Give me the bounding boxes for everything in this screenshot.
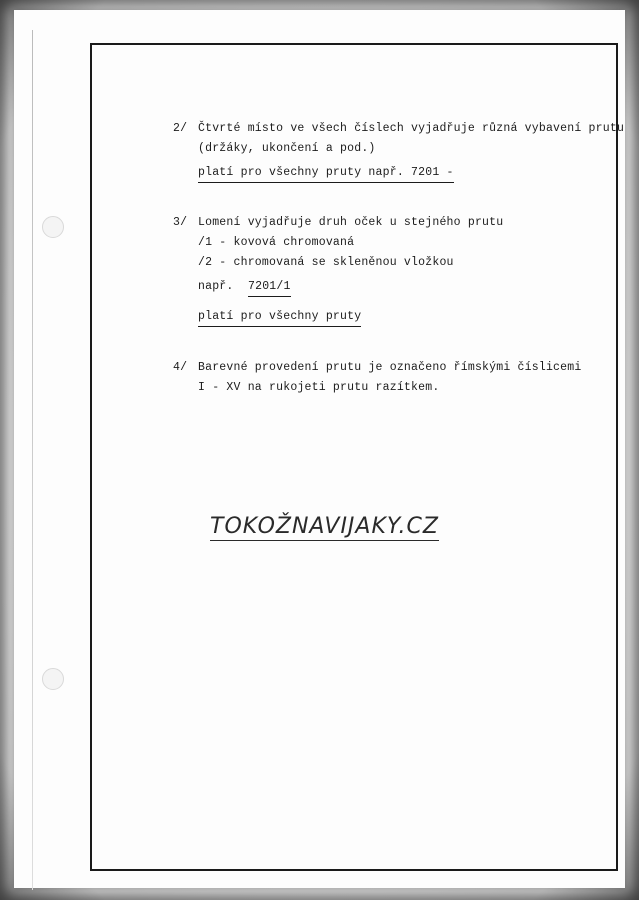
section3-number: 3/ <box>173 216 188 229</box>
margin-line <box>32 30 33 890</box>
section3-example-value: 7201/1 <box>248 280 291 297</box>
section2-line1: Čtvrté místo ve všech číslech vyjadřuje různá vybavení prutu <box>198 122 625 135</box>
section4-line1: Barevné provedení prutu je označeno římskými číslicemi <box>198 361 582 374</box>
section3-option1: /1 - kovová chromovaná <box>198 236 355 249</box>
section2-note: platí pro všechny pruty např. 7201 - <box>198 166 454 183</box>
section3-option2: /2 - chromovaná se skleněnou vložkou <box>198 256 454 269</box>
section2-number: 2/ <box>173 122 188 135</box>
punch-hole-bottom <box>42 668 64 690</box>
section4-number: 4/ <box>173 361 188 374</box>
section3-example-label: např. <box>198 280 234 293</box>
section3-note: platí pro všechny pruty <box>198 310 361 327</box>
section4-line2: I - XV na rukojeti prutu razítkem. <box>198 381 440 394</box>
section2-line2: (držáky, ukončení a pod.) <box>198 142 376 155</box>
punch-hole-top <box>42 216 64 238</box>
section3-line1: Lomení vyjadřuje druh oček u stejného prutu <box>198 216 504 229</box>
watermark-text: TOKOŽNAVIJAKY.CZ <box>210 514 439 539</box>
